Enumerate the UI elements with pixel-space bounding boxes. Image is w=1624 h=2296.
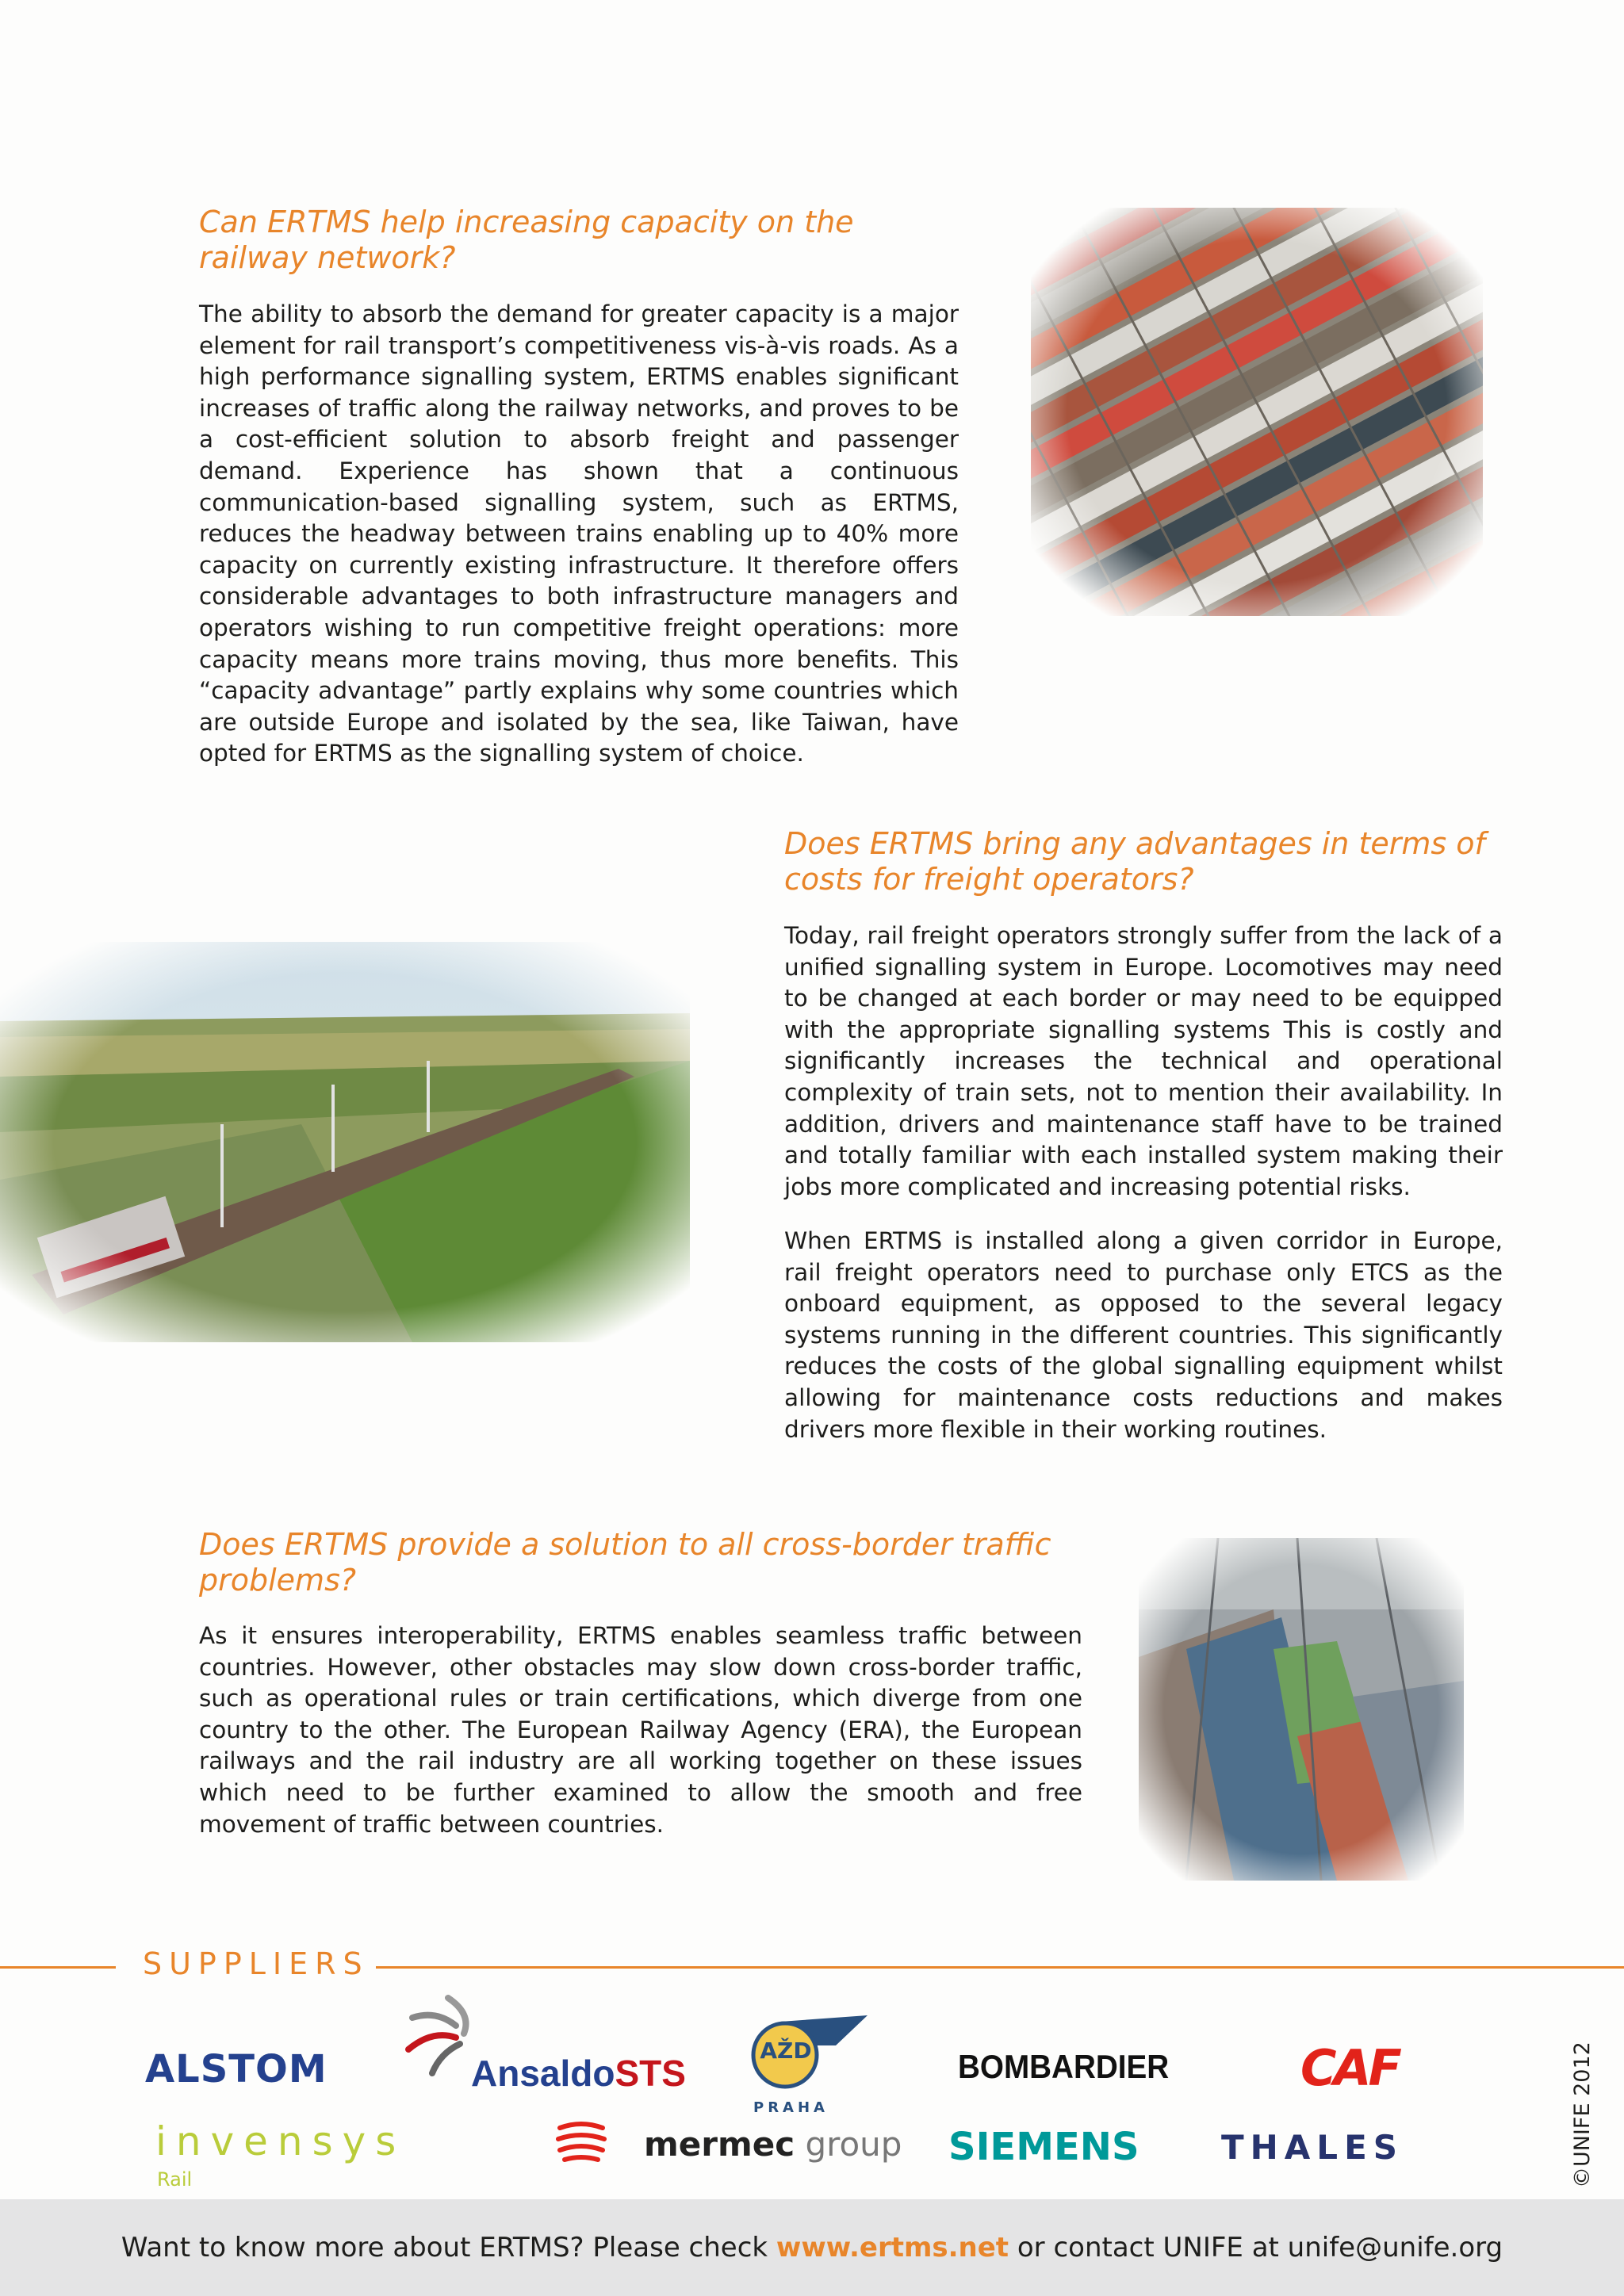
- section-2-heading: Does ERTMS bring any advantages in terms of costs for freight operators?: [784, 826, 1485, 897]
- invensys-logo: invensys: [155, 2118, 406, 2164]
- section-2-paragraph-2: When ERTMS is installed along a given corridor in Europe, rail freight operators need to purchase only ETCS as the onboard equipment, as opposed to the several legacy systems running in the different countries. This significantly reduces the costs of the global signalling equipment whilst allowing for maintenance costs reductions and makes drivers more flexible in their working routines.: [784, 1227, 1503, 1443]
- section-3-heading: Does ERTMS provide a solution to all cross-border traffic problems?: [199, 1527, 1051, 1598]
- mermec-wordmark: mermec: [644, 2125, 795, 2164]
- caf-logo: CAF: [1300, 2039, 1399, 2097]
- section-1-paragraph: The ability to absorb the demand for greater capacity is a major element for rail transport’s competitiveness vis-à-vis roads. As a high performance signalling system, ERTMS enables significant increases of traffic along the railway networks, and proves to be a cost-efficient solution to absorb freight and passenger demand. Experience has shown that a continuous communication-based signalling system, such as ERTMS, reduces the headway between trains enabling up to 40% more capacity on currently existing infrastructure. It therefore offers considerable advantages to both infrastructure managers and operators wishing to run competitive freight operations: more capacity means more trains moving, thus more benefits. This “capacity advantage” partly explains why some countries which are outside Europe and isolated by the sea, like Taiwan, have opted for ERTMS as the signalling system of choice.: [199, 300, 959, 767]
- footer-prefix: Want to know more about ERTMS? Please check: [121, 2232, 768, 2263]
- freight-train-photo: [0, 942, 690, 1342]
- ansaldo-logo: [471, 2052, 686, 2095]
- suppliers-rule-right: [376, 1966, 1624, 1969]
- container-yard-photo: [1031, 208, 1483, 616]
- ertms-website-link[interactable]: www.ertms.net: [776, 2232, 1009, 2263]
- section-1-heading: Can ERTMS help increasing capacity on the railway network?: [199, 205, 854, 275]
- suppliers-rule-left: [0, 1966, 116, 1969]
- siemens-logo: SIEMENS: [948, 2125, 1139, 2169]
- praha-label: PRAHA: [753, 2099, 829, 2116]
- rail-yard-photo: [1139, 1538, 1464, 1881]
- azd-emblem-letters: AŽD: [760, 2038, 812, 2064]
- invensys-rail: Rail: [157, 2168, 193, 2191]
- suppliers-title: SUPPLIERS: [143, 1946, 370, 1981]
- thales-logo: THALES: [1221, 2128, 1404, 2167]
- section-3-paragraph: As it ensures interoperability, ERTMS enables seamless traffic between countries. However, other obstacles may slow down cross-border traffic, such as operational rules or train certifications, which diverge from one country to the other. The European Railway Agency (ERA), the European railways and the rail industry are all working together on these issues which need to be further examined to allow the smooth and free movement of traffic between countries.: [199, 1622, 1082, 1838]
- ansaldo-wordmark: Ansaldo: [471, 2053, 615, 2094]
- azd-praha-emblem: [749, 2014, 869, 2090]
- ansaldo-sts: STS: [615, 2053, 686, 2094]
- footer-bar: [0, 2199, 1624, 2296]
- mermec-group: group: [805, 2125, 902, 2164]
- footer-suffix: or contact UNIFE at unife@unife.org: [1017, 2232, 1503, 2263]
- section-2-paragraph-1: Today, rail freight operators strongly suffer from the lack of a unified signalling system in Europe. Locomotives may need to be changed at each border or may need to be equipped with the appropriate signalling systems This is costly and significantly increases the technical and operational complexity of train sets, not to mention their availability. In addition, drivers and maintenance staff have to be trained and totally familiar with each installed system making their jobs more complicated and increasing potential risks.: [784, 922, 1503, 1200]
- mermec-logo: [644, 2125, 902, 2164]
- alstom-logo: ALSTOM: [145, 2047, 327, 2091]
- mermec-icon: [553, 2118, 609, 2166]
- bombardier-logo: BOMBARDIER: [958, 2048, 1170, 2085]
- copyright-notice: ©UNIFE 2012: [1570, 2042, 1595, 2188]
